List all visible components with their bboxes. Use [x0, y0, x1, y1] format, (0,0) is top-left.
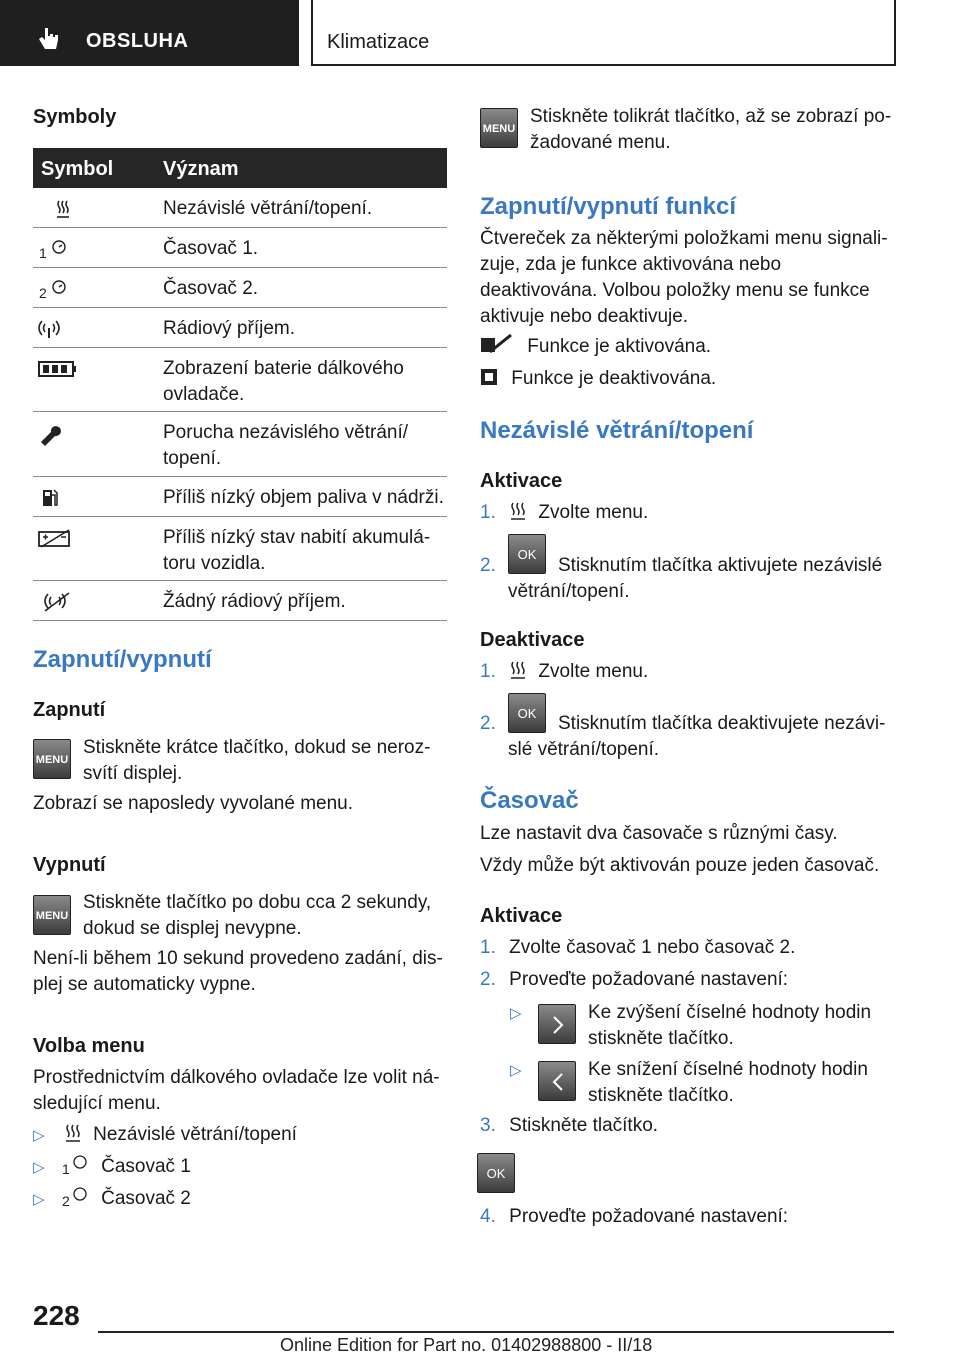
list-item [33, 1122, 297, 1149]
menu-button[interactable]: MENU [480, 108, 518, 148]
step-number: 1. [480, 937, 496, 958]
step-1 [480, 500, 648, 526]
section-title: OBSLUHA [86, 30, 189, 52]
timer-text2: Vždy může být aktivován pouze jeden časovač. [480, 855, 880, 876]
t-dec-text: Ke snížení číselné hodnoty hodin stiskněte tlačítko. [588, 1059, 868, 1106]
section-tab [0, 0, 299, 66]
table-row [33, 188, 447, 228]
svg-text:1: 1 [39, 245, 47, 261]
func-on-text: Funkce je aktivována. [527, 336, 712, 357]
func-off-line [480, 366, 716, 392]
step-text: Zvolte menu. [538, 661, 649, 682]
step-number: 2. [480, 969, 496, 990]
menu-text: Prostřednictvím dálkového ovladače lze volit ná- sledující menu. [33, 1067, 440, 1114]
deact-step2-text: Stisknutím tlačítka deaktivujete nezávi- slé větrání/topení. [508, 713, 886, 760]
decrease-button[interactable] [538, 1061, 576, 1101]
step-number: 2. [480, 713, 496, 734]
table-row [33, 581, 447, 621]
ok-button[interactable]: OK [477, 1153, 515, 1193]
menu-button[interactable]: MENU [33, 739, 71, 779]
chapter-tab [311, 0, 896, 66]
step-number: 1. [480, 502, 496, 523]
row-meaning: Příliš nízký objem paliva v nádrži. [163, 487, 444, 508]
menu-heading: Volba menu [33, 1035, 145, 1057]
off-text: Stiskněte tlačítko po dobu cca 2 sekundy, dokud se displej nevypne. [83, 892, 432, 939]
checkbox-checked-icon [480, 334, 514, 356]
list-item [33, 1154, 191, 1181]
step-1 [480, 659, 648, 685]
on-off-heading: Zapnutí/vypnutí [33, 646, 212, 673]
heating-icon [509, 660, 527, 680]
off-after: Není-li během 10 sekund provedeno zadání, dis- plej se automaticky vypne. [33, 948, 443, 995]
off-heading: Vypnutí [33, 854, 106, 876]
on-text: Stiskněte krátce tlačítko, dokud se neroz- svítí displej. [83, 737, 431, 784]
deactivation-heading: Deaktivace [480, 629, 585, 651]
svg-text:2: 2 [39, 285, 47, 301]
symbols-heading: Symboly [33, 106, 117, 128]
heating-icon [64, 1123, 82, 1143]
svg-text:2: 2 [61, 1193, 70, 1208]
timer-activation-heading: Aktivace [480, 905, 563, 927]
svg-text:1: 1 [61, 1161, 70, 1176]
timer2-icon [62, 1186, 92, 1208]
chapter-title: Klimatizace [327, 31, 430, 53]
triangle-bullet-icon: ▷ [33, 1191, 45, 1208]
menu-item-label: Časovač 1 [101, 1156, 191, 1177]
footer-divider [98, 1331, 894, 1333]
t-inc-text: Ke zvýšení číselné hodnoty hodin stiskněte tlačítko. [588, 1002, 872, 1049]
func-off-text: Funkce je deaktivována. [511, 368, 717, 389]
on-heading: Zapnutí [33, 699, 106, 721]
row-meaning: Rádiový příjem. [163, 318, 295, 339]
chevron-right-icon [539, 1005, 577, 1045]
hand-pointer-icon [38, 26, 60, 52]
timer-text1: Lze nastavit dva časovače s různými časy. [480, 823, 838, 844]
step-number: 1. [480, 661, 496, 682]
radio-signal-icon [37, 318, 81, 342]
list-item [33, 1186, 191, 1213]
menu-repeat-text: Stiskněte tolikrát tlačítko, až se zobrazí po- žadované menu. [530, 106, 892, 153]
triangle-bullet-icon: ▷ [510, 1005, 522, 1022]
chevron-left-icon [539, 1062, 577, 1102]
t-step-2 [480, 967, 788, 993]
row-meaning: Časovač 1. [163, 238, 259, 259]
timer-heading: Časovač [480, 787, 579, 814]
activation-heading: Aktivace [480, 470, 563, 492]
ok-button[interactable]: OK [508, 693, 546, 733]
heating-icon [37, 198, 81, 222]
step-number: 4. [480, 1206, 496, 1227]
timer1-icon [62, 1154, 92, 1176]
triangle-bullet-icon: ▷ [510, 1062, 522, 1079]
edition-text: Online Edition for Part no. 01402988800 - II/18 [280, 1335, 653, 1355]
fuel-icon [37, 487, 81, 511]
table-row [33, 228, 447, 268]
table-row [33, 477, 447, 517]
menu-item-label: Časovač 2 [101, 1188, 191, 1209]
checkbox-empty-icon [480, 367, 500, 387]
row-meaning: Časovač 2. [163, 278, 259, 299]
ok-button[interactable]: OK [508, 534, 546, 574]
menu-item-label: Nezávislé větrání/topení [93, 1124, 297, 1145]
battery-icon [37, 358, 81, 382]
col-meaning: Význam [163, 158, 239, 180]
col-symbol: Symbol [41, 158, 114, 180]
t-step-1 [480, 935, 795, 961]
table-row [33, 308, 447, 348]
table-row [33, 412, 447, 477]
timer1-icon [37, 238, 81, 262]
table-row [33, 268, 447, 308]
step-text: Stiskněte tlačítko. [509, 1115, 659, 1136]
row-meaning: Porucha nezávislého větrání/ topení. [163, 422, 409, 469]
heat-heading: Nezávislé větrání/topení [480, 417, 754, 444]
row-meaning: Nezávislé větrání/topení. [163, 198, 373, 219]
row-meaning: Zobrazení baterie dálkového ovladače. [163, 358, 404, 405]
table-header [33, 148, 447, 188]
step-text: Proveďte požadované nastavení: [509, 1206, 789, 1227]
triangle-bullet-icon: ▷ [33, 1159, 45, 1176]
act-step2-text: Stisknutím tlačítka aktivujete nezávislé větrání/topení. [508, 555, 883, 602]
triangle-bullet-icon: ▷ [33, 1127, 45, 1144]
timer2-icon [37, 278, 81, 302]
page-number: 228 [33, 1300, 80, 1331]
menu-button[interactable]: MENU [33, 895, 71, 935]
t-step-4 [480, 1204, 788, 1230]
func-heading: Zapnutí/vypnutí funkcí [480, 193, 736, 220]
symbols-table [33, 148, 447, 621]
on-after: Zobrazí se naposledy vyvolané menu. [33, 793, 354, 814]
row-meaning: Příliš nízký stav nabití akumulá- toru vozidla. [163, 527, 431, 574]
step-text: Proveďte požadované nastavení: [509, 969, 789, 990]
step-number: 3. [480, 1115, 496, 1136]
table-row [33, 517, 447, 581]
t-step-3 [480, 1113, 658, 1139]
step-text: Zvolte časovač 1 nebo časovač 2. [509, 937, 796, 958]
heating-icon [509, 501, 527, 521]
increase-button[interactable] [538, 1004, 576, 1044]
no-signal-icon [37, 591, 81, 615]
func-text: Čtvereček za některými položkami menu signali- zuje, zda je funkce aktivována nebo deaktivována. Volbou položky menu se funkce aktivuje nebo deaktivuje. [480, 228, 888, 327]
step-number: 2. [480, 555, 496, 576]
func-on-line [480, 334, 711, 360]
wrench-icon [37, 422, 81, 446]
row-meaning: Žádný rádiový příjem. [163, 591, 346, 612]
step-text: Zvolte menu. [538, 502, 649, 523]
car-battery-icon [37, 527, 81, 551]
table-row [33, 348, 447, 412]
